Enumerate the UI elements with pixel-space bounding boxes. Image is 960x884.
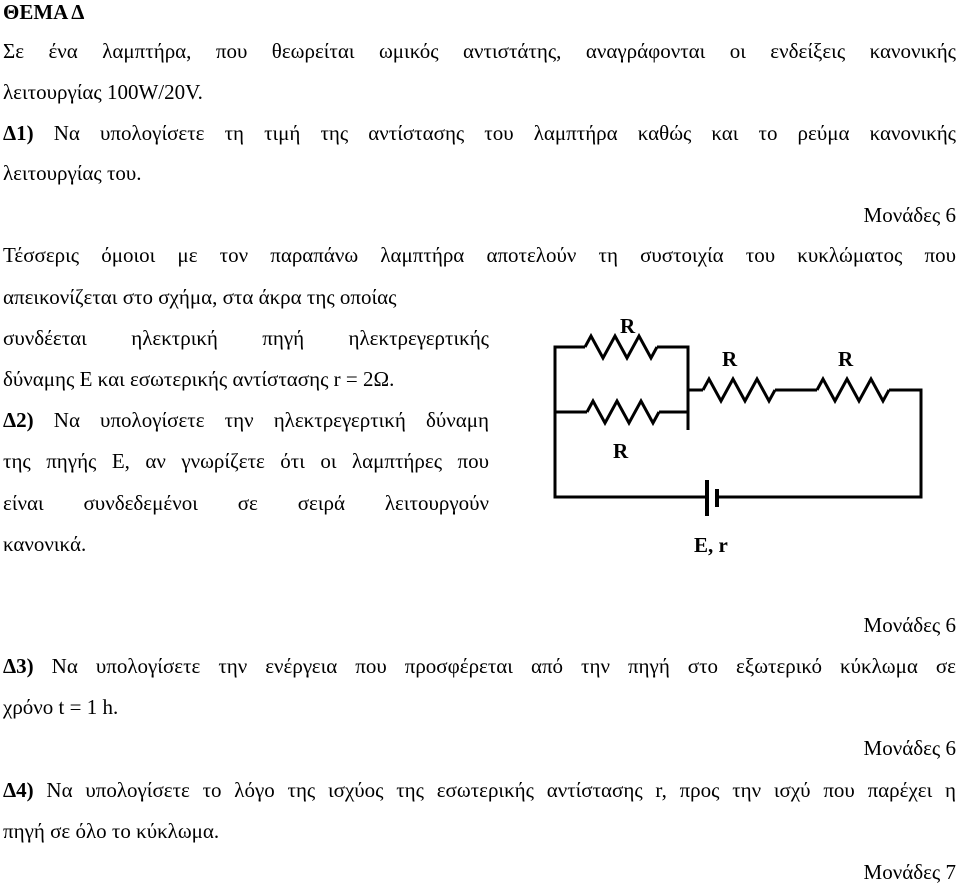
resistor-label-parallel-top: R — [620, 314, 636, 338]
wire-series-right — [717, 390, 921, 497]
q2-line-4: κανονικά. — [3, 532, 87, 556]
q4-label: Δ4) — [3, 778, 34, 802]
wire-parallel-top-right — [657, 347, 688, 430]
page-title: ΘΕΜΑ Δ — [3, 0, 85, 24]
q2-line-2: της πηγής E, αν γνωρίζετε ότι οι λαμπτήρες που — [3, 449, 489, 473]
resistor-label-series-1: R — [722, 347, 738, 371]
setup-line-3: συνδέεται ηλεκτρική πηγή ηλεκτρεγερτικής — [3, 326, 489, 350]
intro-line-2: λειτουργίας 100W/20V. — [3, 80, 203, 104]
q3-line-2: χρόνο t = 1 h. — [3, 695, 119, 719]
wire-parallel-top — [555, 347, 585, 430]
wire-parallel-bottom-right — [659, 347, 688, 412]
resistor-series-1 — [703, 379, 775, 401]
q1-marks: Μονάδες 6 — [863, 203, 956, 227]
setup-line-4: δύναμης E και εσωτερικής αντίστασης r = 2Ω. — [3, 367, 395, 391]
q3-label: Δ3) — [3, 654, 34, 678]
q3-marks: Μονάδες 6 — [863, 736, 956, 760]
q3-line-1: Δ3) Να υπολογίσετε την ενέργεια που προσφέρεται από την πηγή στο εξωτερικό κύκλωμα σε — [3, 654, 956, 678]
q2-line-3: είναι συνδεδεμένοι σε σειρά λειτουργούν — [3, 491, 489, 515]
setup-line-1: Τέσσερις όμοιοι με τον παραπάνω λαμπτήρα αποτελούν τη συστοιχία του κυκλώματος που — [3, 243, 956, 267]
resistor-parallel-bottom — [587, 401, 659, 423]
q1-line-2: λειτουργίας του. — [3, 161, 142, 185]
q1-line-1: Δ1) Να υπολογίσετε τη τιμή της αντίστασης του λαμπτήρα καθώς και το ρεύμα κανονικής — [3, 121, 956, 145]
q4-line-2: πηγή σε όλο το κύκλωμα. — [3, 819, 220, 843]
resistor-series-2 — [817, 379, 889, 401]
q2-label: Δ2) — [3, 408, 34, 432]
q2-marks: Μονάδες 6 — [863, 613, 956, 637]
resistor-label-parallel-bottom: R — [613, 439, 629, 463]
source-label: E, r — [694, 533, 728, 557]
resistor-label-series-2: R — [838, 347, 854, 371]
q2-line-1: Δ2) Να υπολογίσετε την ηλεκτρεγερτική δύναμη — [3, 408, 490, 432]
resistor-parallel-top — [585, 336, 657, 358]
q4-line-1: Δ4) Να υπολογίσετε το λόγο της ισχύος της εσωτερικής αντίστασης r, προς την ισχύ που παρέχει η — [3, 778, 956, 802]
intro-line-1: Σε ένα λαμπτήρα, που θεωρείται ωμικός αντιστάτης, αναγράφονται οι ενδείξεις κανονικής — [3, 39, 956, 63]
setup-line-2: απεικονίζεται στο σχήμα, στα άκρα της οποίας — [3, 285, 397, 309]
q1-label: Δ1) — [3, 121, 34, 145]
q4-marks: Μονάδες 7 — [863, 860, 956, 884]
